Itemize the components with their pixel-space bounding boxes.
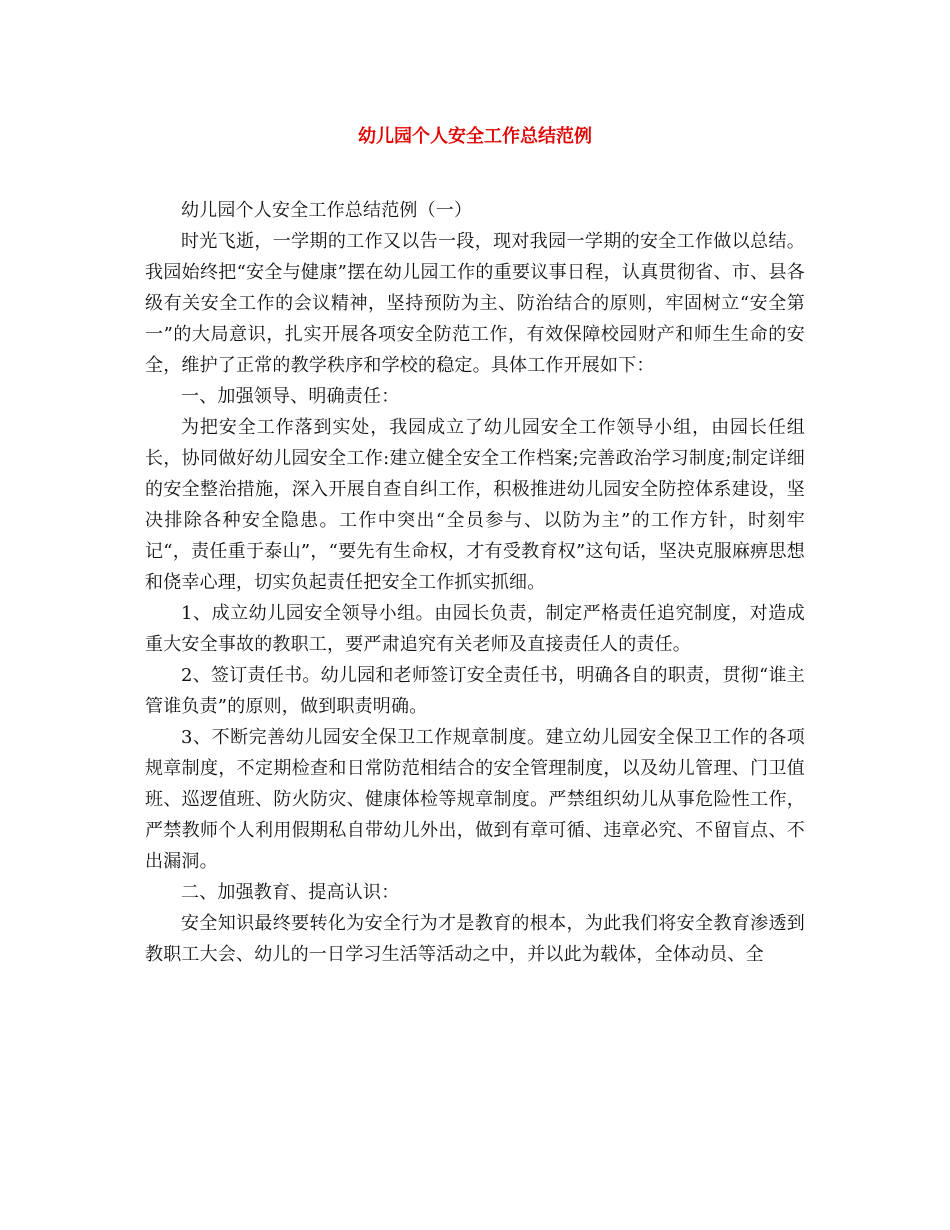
paragraph-item-2: 2、签订责任书。幼儿园和老师签订安全责任书，明确各自的职责，贯彻“谁主管谁负责”的原则，做到职责明确。 bbox=[145, 665, 805, 717]
paragraph-intro: 时光飞逝，一学期的工作又以告一段，现对我园一学期的安全工作做以总结。我园始终把“安全与健康”摆在幼儿园工作的重要议事日程，认真贯彻省、市、县各级有关安全工作的会议精神，坚持预防为主、防治结合的原则，牢固树立“安全第一”的大局意识，扎实开展各项安全防范工作，有效保障校园财产和师生生命的安全，维护了正常的教学秩序和学校的稳定。具体工作开展如下： bbox=[145, 231, 805, 376]
paragraph-education: 安全知识最终要转化为安全行为才是教育的根本，为此我们将安全教育渗透到教职工大会、幼儿的一日学习生活等活动之中，并以此为载体，全体动员、全 bbox=[145, 913, 805, 965]
section-heading-1: 一、加强领导、明确责任： bbox=[181, 386, 400, 407]
paragraph-subtitle: 幼儿园个人安全工作总结范例（一） bbox=[181, 200, 473, 221]
document-title: 幼儿园个人安全工作总结范例 bbox=[358, 126, 592, 147]
document-body bbox=[145, 195, 805, 970]
paragraph-item-1: 1、成立幼儿园安全领导小组。由园长负责，制定严格责任追究制度，对造成重大安全事故的教职工，要严肃追究有关老师及直接责任人的责任。 bbox=[145, 603, 805, 655]
paragraph-item-3: 3、不断完善幼儿园安全保卫工作规章制度。建立幼儿园安全保卫工作的各项规章制度，不定期检查和日常防范相结合的安全管理制度，以及幼儿管理、门卫值班、巡逻值班、防火防灾、健康体检等规章制度。严禁组织幼儿从事危险性工作，严禁教师个人利用假期私自带幼儿外出，做到有章可循、违章必究、不留盲点、不出漏洞。 bbox=[145, 727, 805, 872]
section-heading-2: 二、加强教育、提高认识： bbox=[181, 882, 400, 903]
paragraph-leadership: 为把安全工作落到实处，我园成立了幼儿园安全工作领导小组，由园长任组长，协同做好幼儿园安全工作:建立健全安全工作档案;完善政治学习制度;制定详细的安全整治措施，深入开展自查自纠工作，积极推进幼儿园安全防控体系建设，坚决排除各种安全隐患。工作中突出“全员参与、以防为主”的工作方针，时刻牢记“，责任重于泰山”，“要先有生命权，才有受教育权”这句话，坚决克服麻痹思想和侥幸心理，切实负起责任把安全工作抓实抓细。 bbox=[145, 417, 805, 593]
